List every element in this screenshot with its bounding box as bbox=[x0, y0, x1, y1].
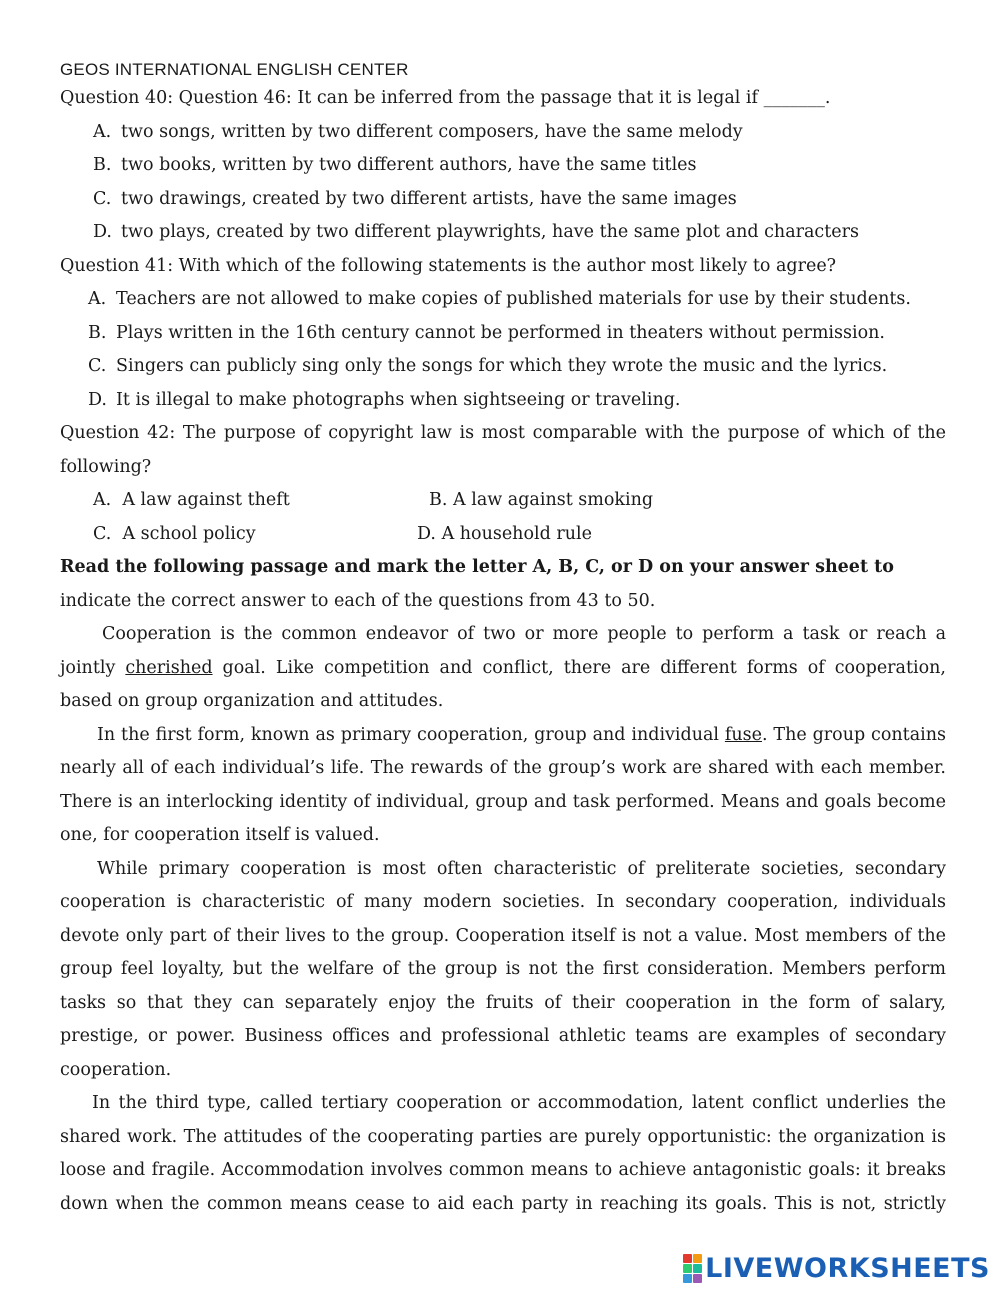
q42-option-a[interactable]: A. A law against theft bbox=[93, 490, 290, 510]
logo-blocks-icon bbox=[683, 1254, 702, 1283]
q41-options bbox=[60, 283, 946, 417]
instruction-rest: indicate the correct answer to each of the questions from 43 to 50. bbox=[60, 590, 656, 611]
q42-options bbox=[60, 484, 946, 551]
q40-option-b[interactable]: B. two books, written by two different authors, have the same titles bbox=[93, 155, 697, 175]
q40-option-a[interactable]: A. two songs, written by two different composers, have the same melody bbox=[93, 121, 743, 142]
q42-option-c[interactable]: C. A school policy bbox=[93, 523, 256, 544]
q42-option-d[interactable]: D. A household rule bbox=[417, 523, 592, 544]
q41-stem: Question 41: With which of the following statements is the author most likely to agree? bbox=[60, 255, 837, 276]
q42-option-b[interactable]: B. A law against smoking bbox=[429, 490, 654, 510]
q42-stem: Question 42: The purpose of copyright law is most comparable with the purpose of which of the following? bbox=[60, 423, 946, 477]
underlined-word-cherished: cherished bbox=[125, 657, 213, 678]
q40-options bbox=[60, 116, 946, 250]
q40-option-c[interactable]: C. two drawings, created by two different artists, have the same images bbox=[93, 188, 737, 209]
q41-option-a[interactable]: A. Teachers are not allowed to make copies of published materials for use by their students. bbox=[88, 289, 911, 309]
worksheet-page bbox=[60, 58, 946, 1221]
center-header: GEOS INTERNATIONAL ENGLISH CENTER bbox=[60, 60, 409, 79]
instruction-bold: Read the following passage and mark the letter A, B, C, or D on your answer sheet to bbox=[60, 557, 894, 577]
passage-paragraph-3: While primary cooperation is most often characteristic of preliterate societies, secondary cooperation is characteristic of many modern societies. In secondary cooperation, individuals devote only part of their lives to the group. Cooperation itself is not a value. Most members of the group feel loyalty, but the welfare of the group is not the first consideration. Members perform tasks so that they can separately enjoy the fruits of their cooperation in the form of salary, prestige, or power. Business offices and professional athletic teams are examples of secondary cooperation. bbox=[60, 858, 946, 1080]
passage-paragraph-4: In the third type, called tertiary cooperation or accommodation, latent conflict underlies the shared work. The attitudes of the cooperating parties are purely opportunistic: the organization is loose and fragile. Accommodation involves common means to achieve antagonistic goals: it breaks down when the common means cease to aid each party in reaching its goals. This is not, strictly bbox=[60, 1093, 946, 1214]
q41-option-c[interactable]: C. Singers can publicly sing only the songs for which they wrote the music and the lyrics. bbox=[88, 356, 888, 376]
liveworksheets-logo bbox=[683, 1253, 990, 1283]
logo-text: LIVEWORKSHEETS bbox=[705, 1252, 990, 1284]
q41-option-d[interactable]: D. It is illegal to make photographs when sightseeing or traveling. bbox=[88, 389, 681, 410]
passage-paragraph-2: In the first form, known as primary cooperation, group and individual fuse. The group contains nearly all of each individual’s life. The rewards of the group’s work are shared with each member. There is an interlocking identity of individual, group and task performed. Means and goals become one, for cooperation itself is valued. bbox=[60, 724, 946, 845]
underlined-word-fuse: fuse bbox=[724, 724, 762, 745]
passage-paragraph-1: Cooperation is the common endeavor of two or more people to perform a task or reach a jointly cherished goal. Like competition and conflict, there are different forms of cooperation, based on group organization and attitudes. bbox=[60, 624, 946, 711]
q40-option-d[interactable]: D. two plays, created by two different playwrights, have the same plot and characters bbox=[93, 222, 859, 242]
q41-option-b[interactable]: B. Plays written in the 16th century cannot be performed in theaters without permission. bbox=[88, 322, 885, 343]
q40-stem: Question 40: Question 46: It can be inferred from the passage that it is legal if _______. bbox=[60, 88, 831, 108]
